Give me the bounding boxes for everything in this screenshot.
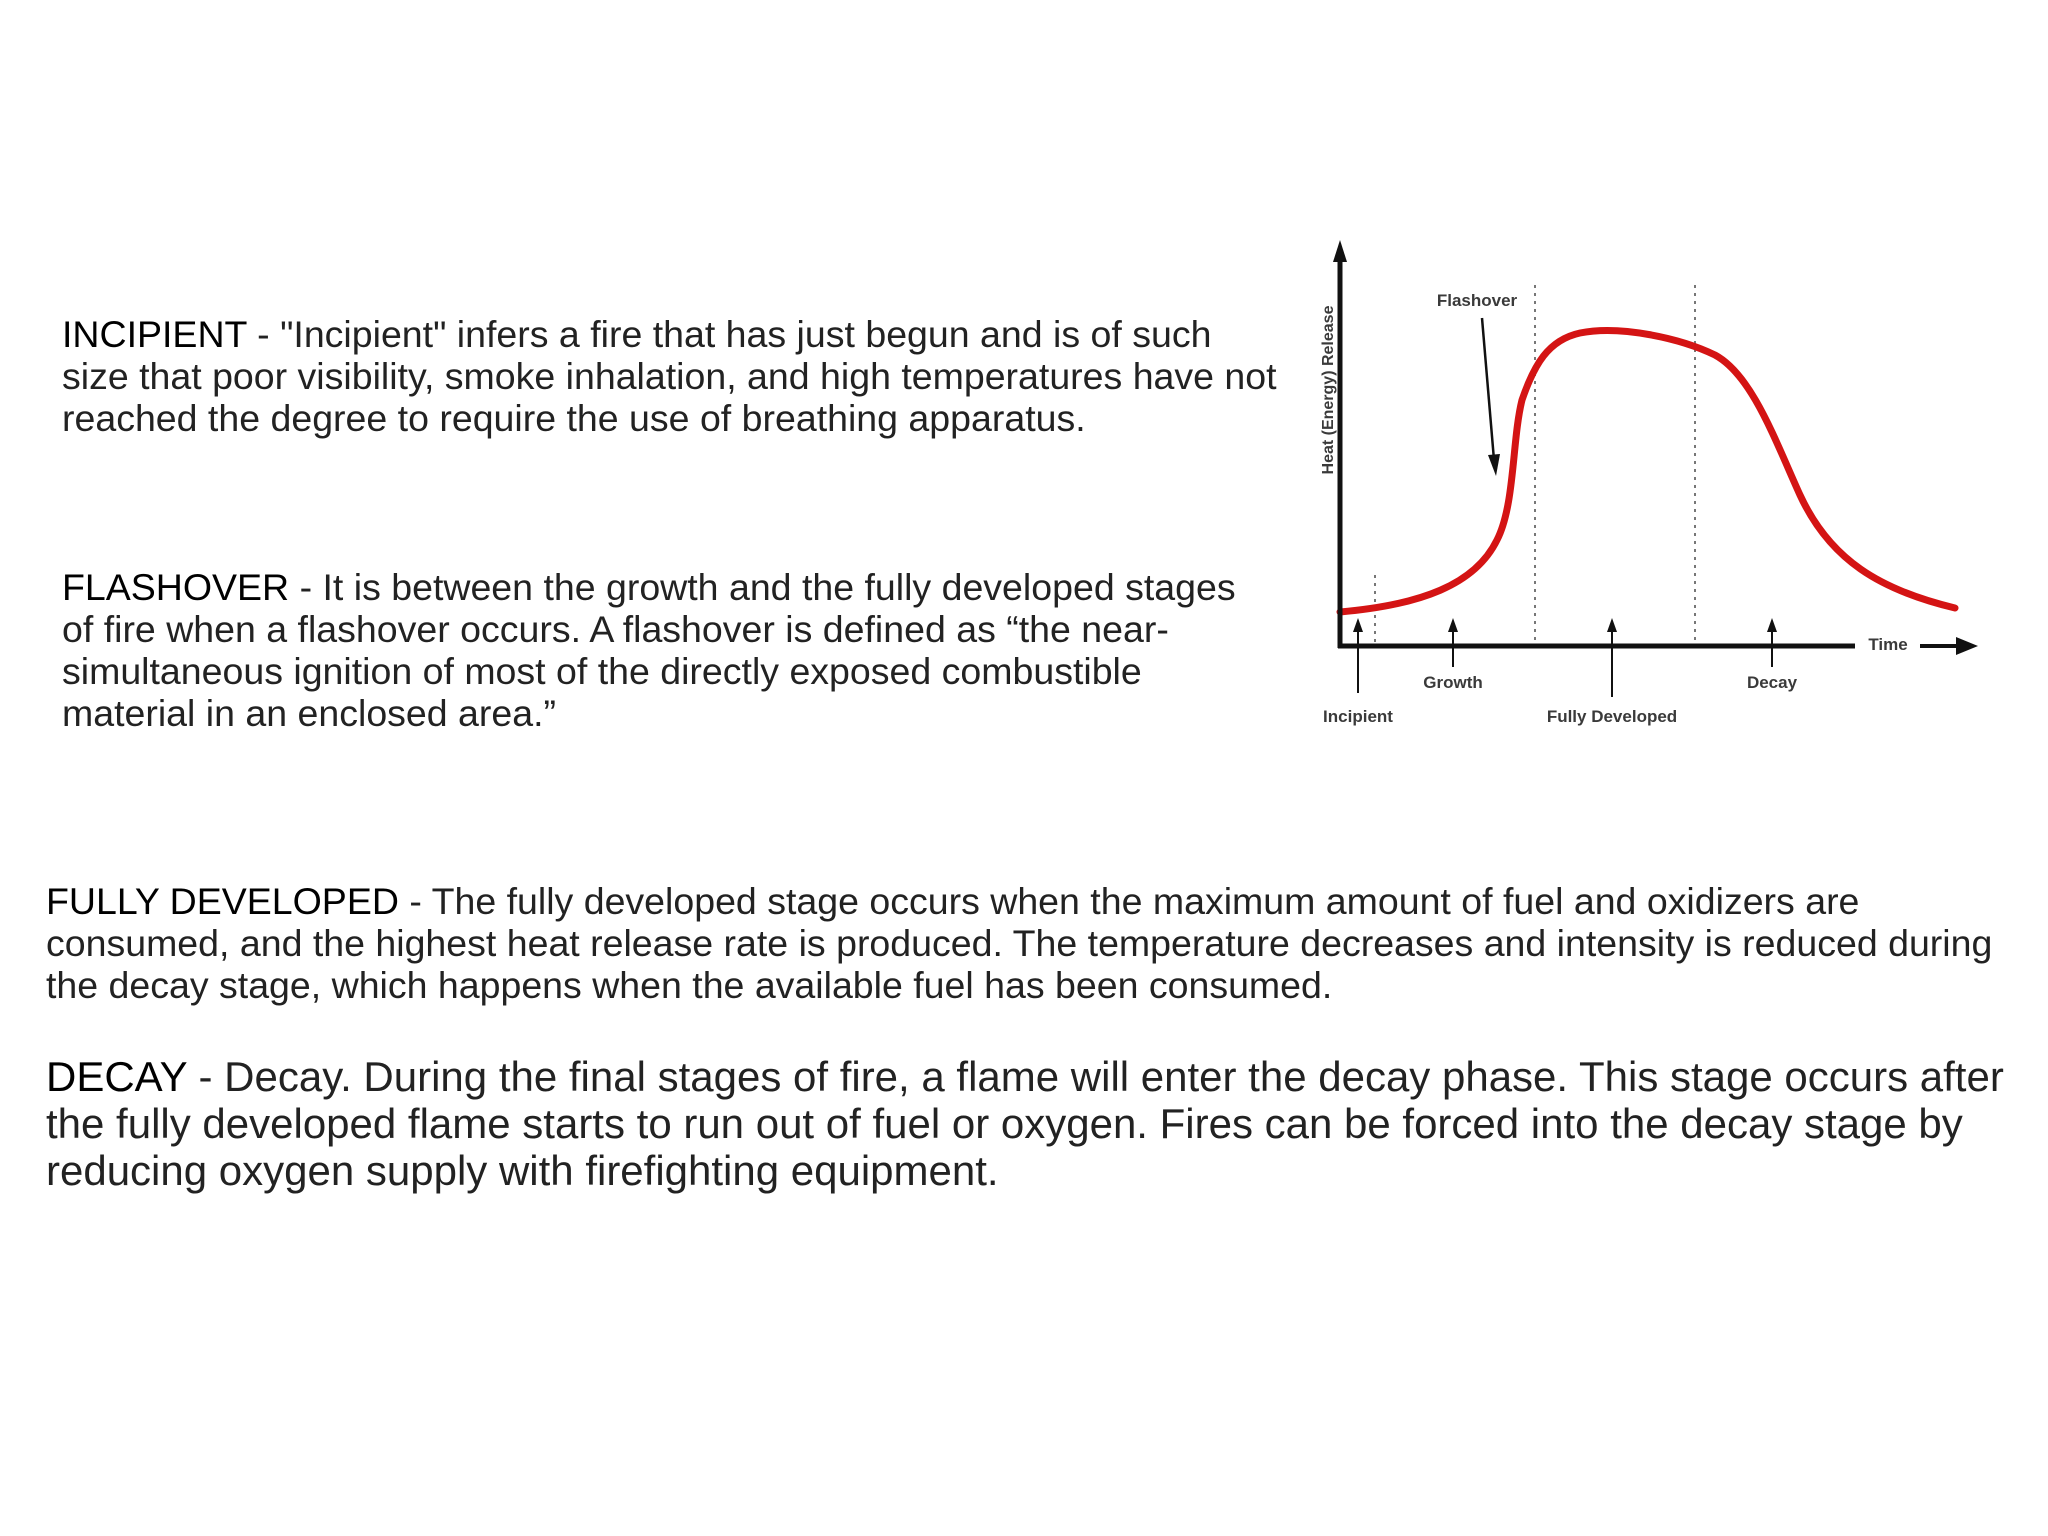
flashover-body: It is between the growth and the fully developed stages of fire when a flashover occurs. A flashover is defined as “the near-simultaneous ignition of most of the directly exposed combustible material in an enclosed area.” (62, 566, 1236, 734)
decay-heading: DECAY (46, 1053, 187, 1100)
stage-label-decay: Decay (1746, 673, 1798, 692)
incipient-body: "Incipient" infers a fire that has just begun and is of such size that poor visibility, smoke inhalation, and high temperatures have not reached the degree to require the use of breathing apparatus. (62, 313, 1277, 439)
y-axis-arrow-icon (1333, 240, 1347, 262)
flashover-paragraph (62, 566, 1242, 734)
x-axis-label: Time (1868, 635, 1908, 654)
stage-label-growth: Growth (1423, 673, 1483, 692)
flashover-separator: - (289, 566, 323, 608)
incipient-paragraph (62, 313, 1282, 439)
incipient-separator: - (246, 313, 281, 355)
decay-paragraph (46, 1053, 2006, 1194)
stage-label-fully-developed: Fully Developed (1546, 707, 1678, 726)
incipient-heading: INCIPIENT (62, 313, 247, 355)
y-axis-label: Heat (Energy) Release (1320, 305, 1337, 475)
decay-separator: - (186, 1053, 225, 1100)
fully-developed-heading: FULLY DEVELOPED (46, 880, 399, 922)
fully-developed-body: The fully developed stage occurs when the maximum amount of fuel and oxidizers are consumed, and the highest heat release rate is produced. The temperature decreases and intensity is reduced during the decay stage, which happens when the available fuel has been consumed. (46, 880, 1993, 1006)
fully-developed-separator: - (398, 880, 432, 922)
growth-arrow-icon (1448, 618, 1458, 632)
flashover-arrow (1482, 318, 1494, 460)
fire-stages-diagram (1300, 200, 1980, 740)
stage-label-incipient: Incipient (1323, 707, 1393, 726)
fully-developed-arrow-icon (1607, 618, 1617, 632)
decay-body: Decay. During the final stages of fire, a flame will enter the decay phase. This stage occurs after the fully developed flame starts to run out of fuel or oxygen. Fires can be forced into the decay stage by reducing oxygen supply with firefighting equipment. (46, 1053, 2004, 1194)
flashover-arrow-icon (1488, 454, 1500, 476)
fully-developed-paragraph (46, 880, 2006, 1006)
flashover-label: Flashover (1436, 291, 1518, 310)
time-arrow-icon (1956, 637, 1978, 655)
decay-arrow-icon (1767, 618, 1777, 632)
heat-release-curve (1340, 331, 1955, 612)
incipient-arrow-icon (1353, 618, 1363, 632)
flashover-heading: FLASHOVER (62, 566, 290, 608)
